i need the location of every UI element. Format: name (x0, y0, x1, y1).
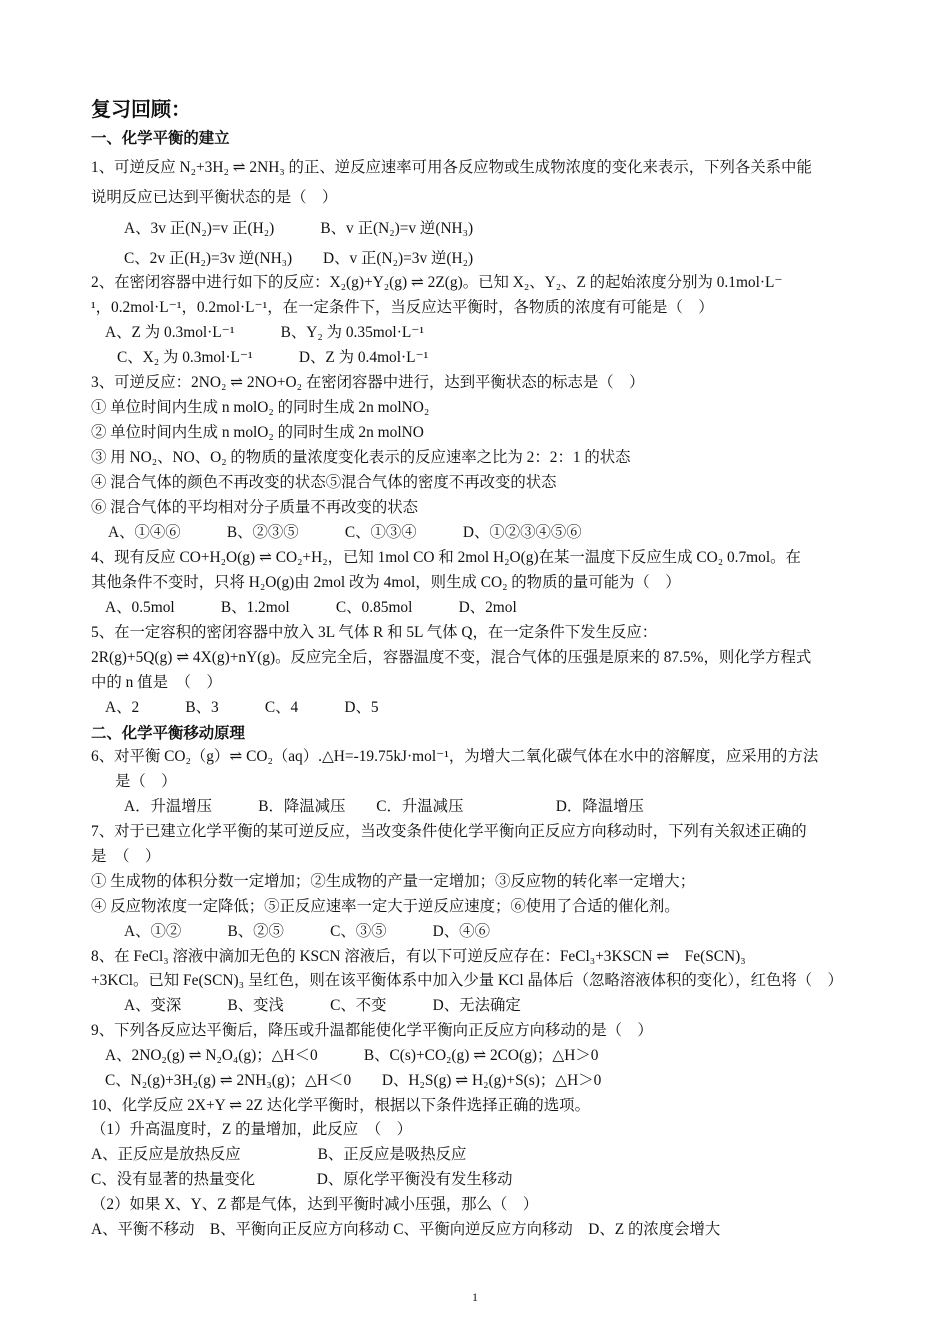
option-line: A、正反应是放热反应 B、正反应是吸热反应 (91, 1146, 467, 1163)
question-line: 是（ ） (115, 773, 177, 790)
question-line: 4、现有反应 CO+H₂O(g) ⇌ CO₂+H₂，已知 1mol CO 和 2mol H₂O(g)在某一温度下反应生成 CO₂ 0.7mol。在 (91, 549, 801, 566)
question-line: 2、在密闭容器中进行如下的反应：X₂(g)+Y₂(g) ⇌ 2Z(g)。已知 X₂、Y₂、Z 的起始浓度分别为 0.1mol·L⁻ (91, 274, 783, 291)
question-line: 中的 n 值是 （ ） (91, 674, 222, 691)
question-line: 6、对平衡 CO₂（g）⇌ CO₂（aq）.△H=-19.75kJ·mol⁻¹，为增大二氧化碳气体在水中的溶解度，应采用的方法 (91, 748, 819, 765)
statement-line: ① 生成物的体积分数一定增加；②生成物的产量一定增加；③反应物的转化率一定增大； (91, 873, 696, 890)
statement-line: ④ 反应物浓度一定降低；⑤正反应速率一定大于逆反应速度；⑥使用了合适的催化剂。 (91, 898, 680, 915)
option-line: A、2NO₂(g) ⇌ N₂O₄(g)；△H＜0 B、C(s)+CO₂(g) ⇌ 2CO(g)；△H＞0 (105, 1047, 599, 1064)
section-heading: 二、化学平衡移动原理 (91, 724, 245, 742)
page-number: 1 (472, 1290, 478, 1304)
question-line: 7、对于已建立化学平衡的某可逆反应，当改变条件使化学平衡向正反应方向移动时，下列有关叙述正确的 (91, 823, 807, 840)
question-line: 5、在一定容积的密闭容器中放入 3L 气体 R 和 5L 气体 Q，在一定条件下发生反应： (91, 624, 658, 641)
section-heading: 一、化学平衡的建立 (91, 129, 230, 147)
statement-line: ⑥ 混合气体的平均相对分子质量不再改变的状态 (91, 499, 419, 516)
question-line: 其他条件不变时，只将 H₂O(g)由 2mol 改为 4mol，则生成 CO₂ 的物质的量可能为（ ） (91, 574, 681, 591)
question-line: +3KCl。已知 Fe(SCN)₃ 呈红色，则在该平衡体系中加入少量 KCl 晶体后（忽略溶液体积的变化），红色将（ ） (91, 972, 843, 989)
option-line: C、没有显著的热量变化 D、原化学平衡没有发生移动 (91, 1171, 513, 1188)
question-line: 2R(g)+5Q(g) ⇌ 4X(g)+nY(g)。反应完全后，容器温度不变，混合气体的压强是原来的 87.5%，则化学方程式 (91, 649, 812, 666)
question-line: 3、可逆反应：2NO₂ ⇌ 2NO+O₂ 在密闭容器中进行，达到平衡状态的标志是（ ） (91, 374, 645, 391)
question-line: 9、下列各反应达平衡后，降压或升温都能使化学平衡向正反应方向移动的是（ ） (91, 1022, 653, 1039)
question-line: 1、可逆反应 N₂+3H₂ ⇌ 2NH₃ 的正、逆反应速率可用各反应物或生成物浓度的变化来表示，下列各关系中能 (91, 159, 812, 176)
option-line: A、①② B、②⑤ C、③⑤ D、④⑥ (124, 923, 490, 940)
option-line: C、X₂ 为 0.3mol·L⁻¹ D、Z 为 0.4mol·L⁻¹ (117, 349, 429, 366)
question-line: 是 （ ） (91, 848, 161, 865)
statement-line: ③ 用 NO₂、NO、O₂ 的物质的量浓度变化表示的反应速率之比为 2：2：1 的状态 (91, 449, 631, 466)
question-line: ¹，0.2mol·L⁻¹，0.2mol·L⁻¹，在一定条件下，当反应达平衡时，各物质的浓度有可能是（ ） (91, 299, 714, 316)
option-line: A、3v 正(N₂)=v 正(H₂) B、v 正(N₂)=v 逆(NH₃) (124, 220, 474, 237)
option-line: A、2 B、3 C、4 D、5 (105, 699, 379, 716)
option-line: A、Z 为 0.3mol·L⁻¹ B、Y₂ 为 0.35mol·L⁻¹ (105, 324, 424, 341)
statement-line: ④ 混合气体的颜色不再改变的状态⑤混合气体的密度不再改变的状态 (91, 474, 557, 491)
option-line: A、①④⑥ B、②③⑤ C、①③④ D、①②③④⑤⑥ (108, 524, 582, 541)
sub-question-line: （1）升高温度时，Z 的量增加，此反应 （ ） (91, 1121, 413, 1138)
option-line: A．升温增压 B．降温减压 C．升温减压 D．降温增压 (124, 798, 644, 815)
statement-line: ① 单位时间内生成 n molO₂ 的同时生成 2n molNO₂ (91, 399, 430, 416)
statement-line: ② 单位时间内生成 n molO₂ 的同时生成 2n molNO (91, 424, 424, 441)
option-line: A、变深 B、变浅 C、不变 D、无法确定 (124, 997, 521, 1014)
question-line: 8、在 FeCl₃ 溶液中滴加无色的 KSCN 溶液后，有以下可逆反应存在：FeCl₃+3KSCN ⇌ Fe(SCN)₃ (91, 948, 746, 965)
question-line: 说明反应已达到平衡状态的是（ ） (91, 189, 338, 206)
question-line: 10、化学反应 2X+Y ⇌ 2Z 达化学平衡时，根据以下条件选择正确的选项。 (91, 1097, 590, 1114)
option-line: A、0.5mol B、1.2mol C、0.85mol D、2mol (105, 599, 517, 616)
option-line: C、2v 正(H₂)=3v 逆(NH₃) D、v 正(N₂)=3v 逆(H₂) (124, 250, 474, 267)
sub-question-line: （2）如果 X、Y、Z 都是气体，达到平衡时减小压强，那么（ ） (91, 1196, 539, 1213)
option-line: C、N₂(g)+3H₂(g) ⇌ 2NH₃(g)；△H＜0 D、H₂S(g) ⇌ H₂(g)+S(s)；△H＞0 (105, 1072, 602, 1089)
option-line: A、平衡不移动 B、平衡向正反应方向移动 C、平衡向逆反应方向移动 D、Z 的浓度会增大 (91, 1221, 721, 1238)
page-title: 复习回顾： (91, 97, 191, 121)
